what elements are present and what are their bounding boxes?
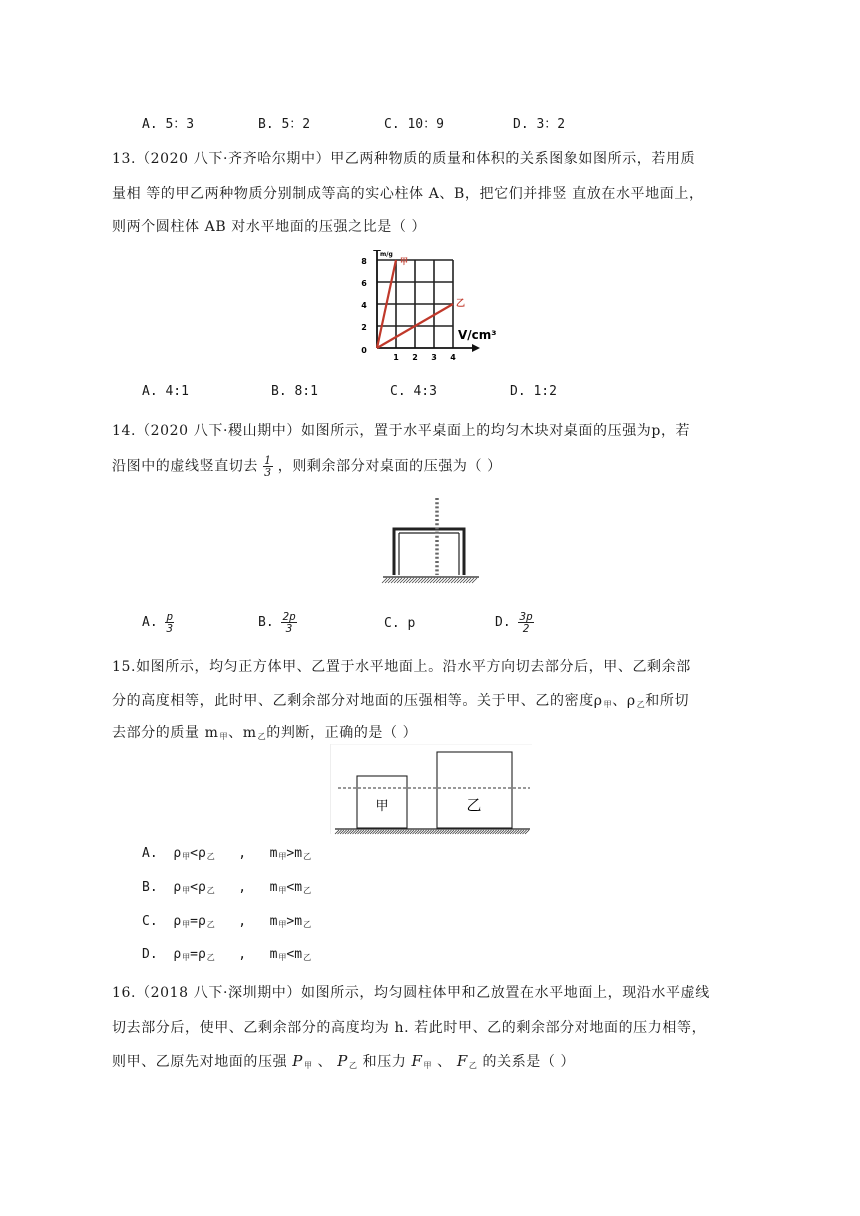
q15-option-b: B. $\rho_甲<\rho_乙$ , $m_甲<m_乙$ (142, 880, 312, 895)
q14-option-c: C. p (384, 616, 416, 631)
x-axis-label: V/cm³ (458, 328, 497, 342)
q14-option-a: A. $\frac{p}{3}$ (142, 610, 174, 635)
q14-text-line2 (112, 455, 502, 478)
label-yi: 乙 (466, 796, 482, 814)
q15-option-a: A. $\rho_甲<\rho_乙$ , $m_甲>m_乙$ (142, 846, 312, 861)
x-axis-arrow (472, 344, 480, 352)
y-tick-label: 4 (361, 301, 367, 310)
series-label-jia: 甲 (400, 257, 408, 266)
q14-line2-before: 沿图中的虚线竖直切去 (112, 458, 258, 475)
y-axis-label: m/g (380, 251, 393, 258)
q14-frac-num: 1 (264, 454, 272, 467)
q13-mass-volume-chart (350, 250, 510, 365)
q13-text-line2: 量相 等的甲乙两种物质分别制成等高的实心柱体 A、B，把它们并排竖 直放在水平地面上， (112, 186, 704, 202)
x-tick-label: 1 (393, 353, 399, 362)
q14-frac-den: 3 (264, 466, 272, 479)
q16-text-line1: 16.（2018 八下·深圳期中）如图所示，均匀圆柱体甲和乙放置在水平地面上，现沿水平虚线 (112, 985, 710, 1001)
x-tick-label: 3 (431, 353, 437, 362)
origin-label: 0 (361, 346, 367, 355)
q14-option-b: B. $\frac{2p}{3}$ (258, 610, 296, 635)
q15-text-line2: 分的高度相等，此时甲、乙剩余部分对地面的压强相等。关于甲、乙的密度$\rho_甲$、$\rho_乙$和所切 (112, 693, 690, 709)
y-tick-label: 2 (361, 323, 367, 332)
x-tick-label: 4 (450, 353, 456, 362)
q13-text-line1: 13.（2020 八下·齐齐哈尔期中）甲乙两种物质的质量和体积的关系图象如图所示，若用质 (112, 151, 696, 167)
q14-line2-after: ，则剩余部分对桌面的压强为（ ） (277, 458, 502, 475)
q14-fraction (263, 455, 273, 478)
cube-yi (437, 752, 512, 828)
q12-option-c: C. 10：9 (384, 117, 444, 132)
q14-option-d: D. $\frac{3p}{2}$ (495, 610, 533, 635)
q13-option-b: B. 8:1 (271, 384, 318, 399)
y-tick-label: 6 (361, 279, 367, 288)
q13-option-d: D. 1:2 (510, 384, 557, 399)
q13-text-line3: 则两个圆柱体 AB 对水平地面的压强之比是（ ） (112, 219, 427, 235)
q15-option-d: D. $\rho_甲=\rho_乙$ , $m_甲<m_乙$ (142, 947, 312, 962)
q12-option-d: D. 3：2 (513, 117, 566, 132)
q13-option-c: C. 4:3 (390, 384, 437, 399)
y-tick-label: 8 (361, 257, 367, 266)
q15-text-line1: 15.如图所示，均匀正方体甲、乙置于水平地面上。沿水平方向切去部分后，甲、乙剩余部 (112, 659, 691, 675)
q16-text-line3: 则甲、乙原先对地面的压强 $P_甲$ 、 $P_乙$ 和压力 $F_甲$ 、 $F_乙$ 的关系是（ ） (112, 1052, 576, 1070)
q12-option-a: A. 5：3 (142, 117, 195, 132)
x-tick-label: 2 (412, 353, 418, 362)
label-jia: 甲 (375, 799, 389, 814)
q15-text-line3: 去部分的质量 $m_甲$、$m_乙$的判断，正确的是（ ） (112, 725, 418, 741)
q16-text-line2: 切去部分后，使甲、乙剩余部分的高度均为 h. 若此时甲、乙的剩余部分对地面的压力相等， (112, 1020, 707, 1036)
q13-option-a: A. 4:1 (142, 384, 189, 399)
q15-option-c: C. $\rho_甲=\rho_乙$ , $m_甲>m_乙$ (142, 914, 312, 929)
q14-text-line1: 14.（2020 八下·稷山期中）如图所示，置于水平桌面上的均匀木块对桌面的压强为p，若 (112, 423, 691, 439)
chart-grid (377, 260, 453, 348)
q14-block-figure (378, 495, 484, 587)
q15-cubes-figure (330, 744, 532, 836)
q12-option-b: B. 5：2 (258, 117, 311, 132)
series-label-yi: 乙 (456, 299, 466, 309)
